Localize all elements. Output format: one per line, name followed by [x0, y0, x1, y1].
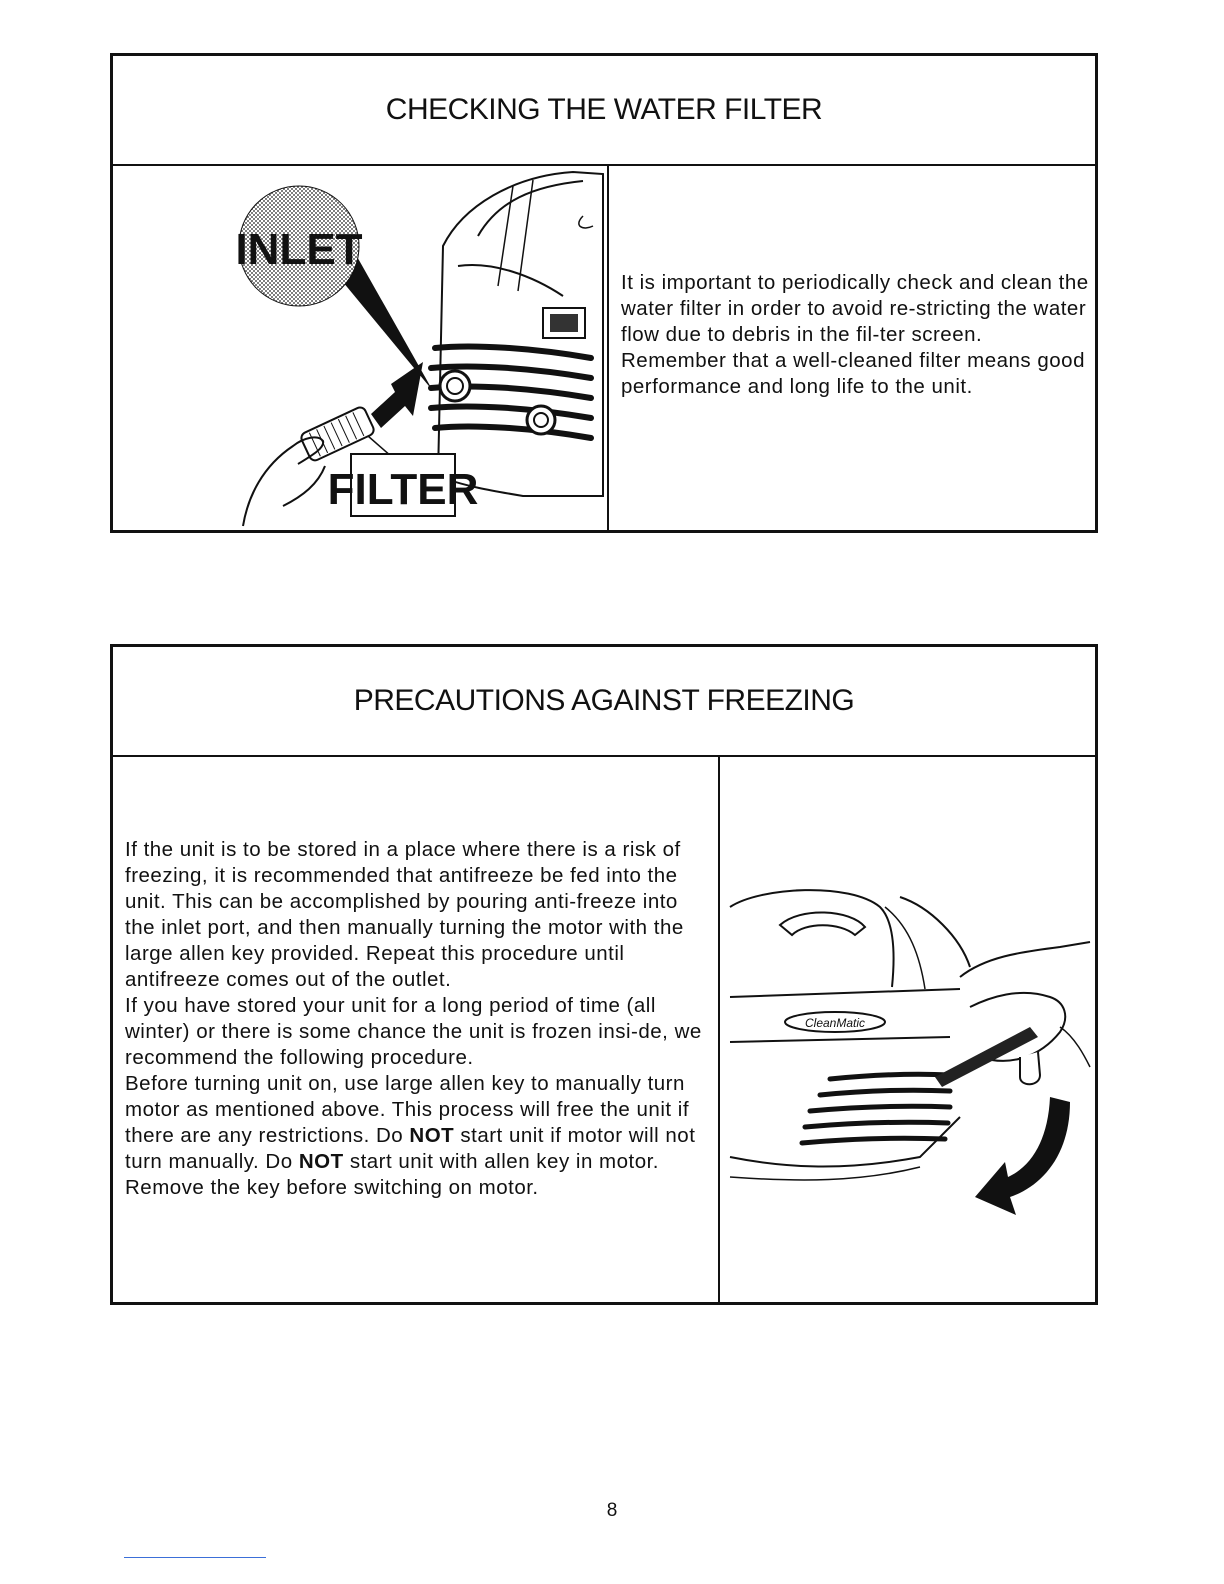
freezing-paragraph: Before turning unit on, use large allen key to manually turn motor as mentioned above. This process will free the unit if there are any restrictions. Do NOT start unit if motor will not turn manually. Do NOT start unit with allen key in motor. [125, 1072, 696, 1173]
freezing-paragraph: Remove the key before switching on motor. [125, 1176, 539, 1199]
water-filter-title: CHECKING THE WATER FILTER [113, 56, 1095, 166]
water-filter-illustration [113, 166, 607, 530]
inlet-filter-diagram [113, 166, 607, 530]
freezing-section [110, 644, 1098, 1305]
freezing-text [125, 837, 709, 1201]
water-filter-section [110, 53, 1098, 533]
section1-divider [607, 166, 609, 530]
freezing-illustration [720, 757, 1095, 1302]
emphasis-not: NOT [298, 1150, 344, 1173]
freezing-title: PRECAUTIONS AGAINST FREEZING [113, 647, 1095, 757]
water-filter-paragraph: Remember that a well-cleaned filter means good performance and long life to the unit. [621, 349, 1085, 398]
brand-label: CleanMatic [804, 1016, 866, 1030]
water-filter-paragraph: It is important to periodically check and clean the water filter in order to avoid re-stricting the water flow due to debris in the fil-ter screen. [621, 271, 1089, 346]
water-filter-text [621, 270, 1093, 400]
footer-rule [124, 1557, 266, 1558]
freezing-paragraph: If you have stored your unit for a long period of time (all winter) or there is some chance the unit is frozen insi-de, we recommend the following procedure. [125, 994, 702, 1069]
freezing-paragraph: If the unit is to be stored in a place where there is a risk of freezing, it is recommended that antifreeze be fed into the unit. This can be accomplished by pouring anti-freeze into the inlet port, and then manually turning the motor with the large allen key provided. Repeat this procedure until antifreeze comes out of the outlet. [125, 838, 684, 991]
filter-label: FILTER [327, 465, 479, 514]
allen-key-diagram [720, 757, 1095, 1302]
page-number: 8 [606, 1500, 618, 1521]
inlet-label: INLET [235, 225, 363, 274]
emphasis-not: NOT [409, 1124, 455, 1147]
